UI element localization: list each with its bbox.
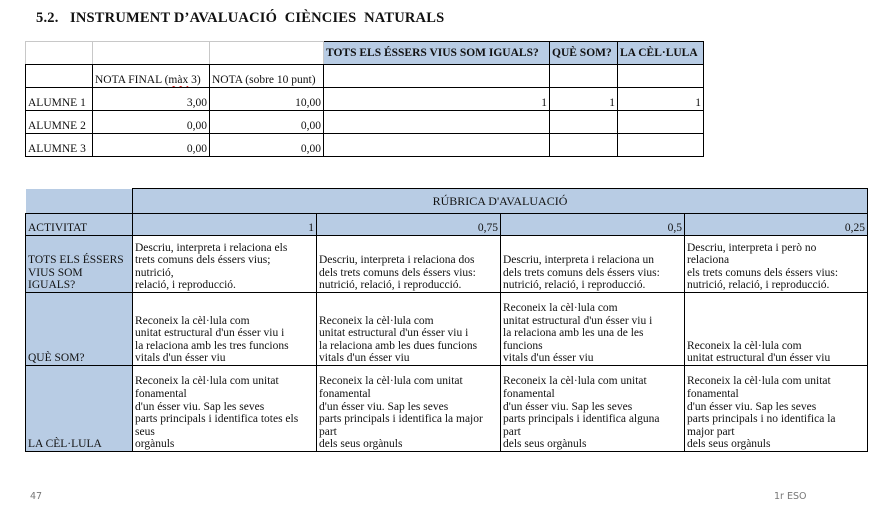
score-header: 0,5: [501, 214, 685, 236]
empty-cell: [550, 65, 618, 88]
student-name: ALUMNE 3: [26, 134, 93, 157]
empty-cell: [324, 65, 550, 88]
activity-header: LA CÈL·LULA: [618, 42, 704, 65]
rubric-row: [26, 293, 868, 366]
course-label: 1r ESO: [774, 491, 807, 502]
empty-cell: [618, 65, 704, 88]
rubric-row: [26, 236, 868, 293]
activity-score: [618, 134, 704, 157]
score-header: 0,25: [685, 214, 868, 236]
student-name: ALUMNE 2: [26, 111, 93, 134]
nota-sobre-header: NOTA (sobre 10 punt): [210, 65, 324, 88]
rubric-cell: Reconeix la cèl·lula com unitat fonamental d'un ésser viu. Sap les seves parts principals i no identifica la major part dels seus orgànuls: [685, 366, 868, 452]
score-header: 0,75: [317, 214, 501, 236]
rubric-activity: QUÈ SOM?: [26, 293, 133, 366]
rubric-activity: LA CÈL·LULA: [26, 366, 133, 452]
nota-final: 3,00: [93, 88, 210, 111]
page-number: 47: [30, 491, 43, 502]
empty-cell: [93, 42, 210, 65]
empty-cell: [26, 189, 133, 214]
rubric-activity: TOTS ELS ÉSSERS VIUS SOM IGUALS?: [26, 236, 133, 293]
nota-sobre: 10,00: [210, 88, 324, 111]
rubric-cell: Reconeix la cèl·lula com unitat fonamental d'un ésser viu. Sap les seves parts principals i identifica la major part dels seus orgànuls: [317, 366, 501, 452]
rubric-row: [26, 366, 868, 452]
empty-cell: [210, 42, 324, 65]
rubric-cell: Descriu, interpreta i relaciona els trets comuns dels éssers vius; nutrició, relació, i reproducció.: [133, 236, 317, 293]
rubric-cell: Descriu, interpreta i relaciona un dels trets comuns dels éssers vius: nutrició, relació, i reproducció.: [501, 236, 685, 293]
nota-sobre: 0,00: [210, 111, 324, 134]
activity-score: [324, 134, 550, 157]
score-header: 1: [133, 214, 317, 236]
activity-score: [550, 134, 618, 157]
rubric-cell: Reconeix la cèl·lula com unitat estructural d'un ésser viu i la relaciona amb les tres funcions vitals d'un ésser viu: [133, 293, 317, 366]
grades-header-row: [26, 42, 704, 65]
rubric-cell: Reconeix la cèl·lula com unitat fonamental d'un ésser viu. Sap les seves parts principals i identifica totes els seus orgànuls: [133, 366, 317, 452]
rubric-cell: Reconeix la cèl·lula com unitat estructural d'un ésser viu i la relaciona amb les dues funcions vitals d'un ésser viu: [317, 293, 501, 366]
rubric-title-row: [26, 189, 868, 214]
page-title: 5.2. INSTRUMENT D’AVALUACIÓ CIÈNCIES NATURALS: [36, 10, 445, 26]
nota-final: 0,00: [93, 134, 210, 157]
activity-score: 1: [550, 88, 618, 111]
grades-table: [25, 41, 704, 157]
grades-subheader-row: [26, 65, 704, 88]
activity-score: [550, 111, 618, 134]
activity-score: 1: [324, 88, 550, 111]
activity-header: TOTS ELS ÉSSERS VIUS SOM IGUALS?: [324, 42, 550, 65]
table-row: [26, 111, 704, 134]
table-row: [26, 134, 704, 157]
rubric-table: [25, 188, 868, 452]
rubric-cell: Reconeix la cèl·lula com unitat estructural d'un ésser viu: [685, 293, 868, 366]
nota-final-header: NOTA FINAL (màx 3): [93, 65, 210, 88]
nota-sobre: 0,00: [210, 134, 324, 157]
student-name: ALUMNE 1: [26, 88, 93, 111]
rubric-cell: Descriu, interpreta i relaciona dos dels trets comuns dels éssers vius: nutrició, relació, i reproducció.: [317, 236, 501, 293]
rubric-title: RÚBRICA D'AVALUACIÓ: [133, 189, 868, 214]
rubric-cell: Descriu, interpreta i però no relaciona els trets comuns dels éssers vius: nutrició, relació, i reproducció.: [685, 236, 868, 293]
activity-header: QUÈ SOM?: [550, 42, 618, 65]
nota-final: 0,00: [93, 111, 210, 134]
rubric-scores-row: [26, 214, 868, 236]
activity-label: ACTIVITAT: [26, 214, 133, 236]
activity-score: [618, 111, 704, 134]
activity-score: [324, 111, 550, 134]
table-row: [26, 88, 704, 111]
activity-score: 1: [618, 88, 704, 111]
rubric-cell: Reconeix la cèl·lula com unitat fonamental d'un ésser viu. Sap les seves parts principals i identifica alguna part dels seus orgànuls: [501, 366, 685, 452]
empty-cell: [26, 42, 93, 65]
rubric-cell: Reconeix la cèl·lula com unitat estructural d'un ésser viu i la relaciona amb les una de les funcions vitals d'un ésser viu: [501, 293, 685, 366]
empty-cell: [26, 65, 93, 88]
